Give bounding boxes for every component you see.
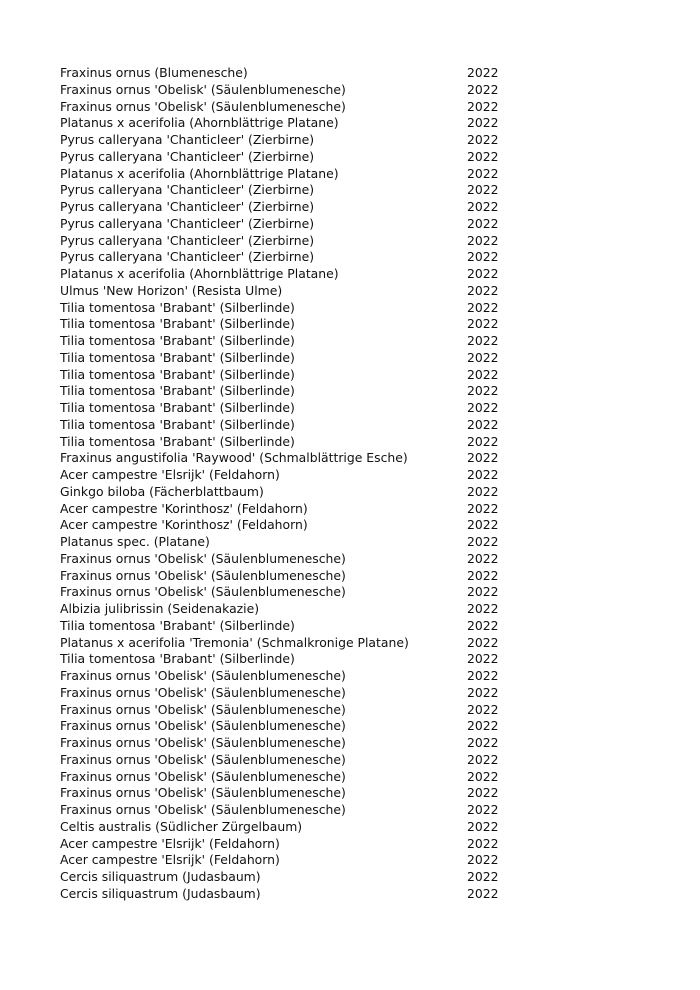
tree-species-cell: Fraxinus ornus 'Obelisk' (Säulenblumenesche) bbox=[60, 701, 346, 717]
planting-year-cell: 2022 bbox=[467, 65, 499, 80]
planting-year-cell: 2022 bbox=[467, 768, 499, 784]
tree-species-cell: Tilia tomentosa 'Brabant' (Silberlinde) bbox=[60, 366, 295, 382]
tree-species-cell: Fraxinus ornus 'Obelisk' (Säulenblumenesche) bbox=[60, 668, 346, 683]
table-row bbox=[60, 651, 500, 668]
table-row bbox=[60, 635, 500, 652]
tree-species-cell: Tilia tomentosa 'Brabant' (Silberlinde) bbox=[60, 433, 295, 449]
planting-year-cell: 2022 bbox=[467, 165, 499, 181]
tree-species-cell: Fraxinus ornus 'Obelisk' (Säulenblumenesche) bbox=[60, 684, 346, 700]
table-row bbox=[60, 132, 500, 149]
tree-species-cell: Acer campestre 'Elsrijk' (Feldahorn) bbox=[60, 852, 280, 868]
tree-species-cell: Pyrus calleryana 'Chanticleer' (Zierbirne) bbox=[60, 148, 315, 164]
tree-species-cell: Pyrus calleryana 'Chanticleer' (Zierbirne) bbox=[60, 215, 315, 231]
table-row bbox=[60, 383, 500, 400]
table-row bbox=[60, 249, 500, 266]
table-row bbox=[60, 82, 500, 99]
tree-species-cell: Fraxinus ornus 'Obelisk' (Säulenblumenesche) bbox=[60, 751, 346, 767]
planting-year-cell: 2022 bbox=[467, 684, 499, 700]
table-row bbox=[60, 99, 500, 116]
table-row bbox=[60, 266, 500, 283]
tree-species-cell: Platanus spec. (Platane) bbox=[60, 534, 210, 549]
tree-species-cell: Fraxinus ornus 'Obelisk' (Säulenblumenesche) bbox=[60, 768, 346, 784]
tree-species-cell: Fraxinus ornus 'Obelisk' (Säulenblumenesche) bbox=[60, 735, 346, 750]
planting-year-cell: 2022 bbox=[467, 634, 499, 650]
planting-year-cell: 2022 bbox=[467, 416, 499, 432]
table-row bbox=[60, 501, 500, 518]
tree-species-cell: Fraxinus ornus 'Obelisk' (Säulenblumenesche) bbox=[60, 718, 346, 734]
table-row bbox=[60, 702, 500, 719]
planting-year-cell: 2022 bbox=[467, 550, 499, 566]
tree-species-cell: Acer campestre 'Korinthosz' (Feldahorn) bbox=[60, 517, 308, 533]
tree-species-cell: Tilia tomentosa 'Brabant' (Silberlinde) bbox=[60, 299, 295, 315]
planting-year-cell: 2022 bbox=[467, 617, 499, 633]
planting-year-cell: 2022 bbox=[467, 333, 499, 348]
table-row bbox=[60, 568, 500, 585]
tree-species-cell: Celtis australis (Südlicher Zürgelbaum) bbox=[60, 818, 303, 834]
tree-species-cell: Fraxinus angustifolia 'Raywood' (Schmalblättrige Esche) bbox=[60, 450, 408, 466]
planting-year-cell: 2022 bbox=[467, 534, 499, 549]
table-row bbox=[60, 802, 500, 819]
planting-year-cell: 2022 bbox=[467, 282, 499, 298]
planting-year-cell: 2022 bbox=[467, 148, 499, 164]
planting-year-cell: 2022 bbox=[467, 400, 499, 415]
table-row bbox=[60, 718, 500, 735]
planting-year-cell: 2022 bbox=[467, 132, 499, 147]
planting-year-cell: 2022 bbox=[467, 467, 499, 482]
table-row bbox=[60, 233, 500, 250]
planting-year-cell: 2022 bbox=[467, 567, 499, 583]
tree-species-cell: Pyrus calleryana 'Chanticleer' (Zierbirne) bbox=[60, 132, 315, 147]
table-row bbox=[60, 350, 500, 367]
planting-year-cell: 2022 bbox=[467, 500, 499, 516]
tree-species-cell: Acer campestre 'Elsrijk' (Feldahorn) bbox=[60, 467, 280, 482]
planting-year-cell: 2022 bbox=[467, 266, 499, 281]
planting-year-cell: 2022 bbox=[467, 584, 499, 600]
tree-species-cell: Tilia tomentosa 'Brabant' (Silberlinde) bbox=[60, 349, 295, 365]
tree-species-cell: Acer campestre 'Korinthosz' (Feldahorn) bbox=[60, 500, 308, 516]
tree-species-cell: Platanus x acerifolia (Ahornblättrige Platane) bbox=[60, 266, 339, 281]
tree-species-cell: Fraxinus ornus 'Obelisk' (Säulenblumenesche) bbox=[60, 785, 346, 801]
planting-year-cell: 2022 bbox=[467, 601, 499, 616]
planting-year-cell: 2022 bbox=[467, 802, 499, 817]
planting-year-cell: 2022 bbox=[467, 299, 499, 315]
table-row bbox=[60, 735, 500, 752]
tree-species-cell: Fraxinus ornus 'Obelisk' (Säulenblumenesche) bbox=[60, 550, 346, 566]
table-row bbox=[60, 685, 500, 702]
table-row bbox=[60, 149, 500, 166]
table-row bbox=[60, 668, 500, 685]
planting-year-cell: 2022 bbox=[467, 483, 499, 499]
planting-year-cell: 2022 bbox=[467, 249, 499, 265]
table-row bbox=[60, 769, 500, 786]
table-row bbox=[60, 316, 500, 333]
table-row bbox=[60, 484, 500, 501]
planting-year-cell: 2022 bbox=[467, 517, 499, 533]
table-row bbox=[60, 869, 500, 886]
tree-species-cell: Cercis siliquastrum (Judasbaum) bbox=[60, 885, 261, 901]
table-row bbox=[60, 551, 500, 568]
planting-year-cell: 2022 bbox=[467, 651, 499, 667]
table-row bbox=[60, 836, 500, 853]
planting-year-cell: 2022 bbox=[467, 215, 499, 231]
table-row bbox=[60, 517, 500, 534]
planting-year-cell: 2022 bbox=[467, 885, 499, 901]
table-row bbox=[60, 852, 500, 869]
tree-species-cell: Fraxinus ornus (Blumenesche) bbox=[60, 65, 248, 80]
planting-year-cell: 2022 bbox=[467, 115, 499, 131]
tree-species-cell: Fraxinus ornus 'Obelisk' (Säulenblumenesche) bbox=[60, 98, 346, 114]
tree-species-cell: Fraxinus ornus 'Obelisk' (Säulenblumenesche) bbox=[60, 567, 346, 583]
planting-year-cell: 2022 bbox=[467, 349, 499, 365]
tree-species-cell: Platanus x acerifolia (Ahornblättrige Platane) bbox=[60, 165, 339, 181]
planting-year-cell: 2022 bbox=[467, 316, 499, 332]
planting-year-cell: 2022 bbox=[467, 701, 499, 717]
table-row bbox=[60, 618, 500, 635]
table-row bbox=[60, 166, 500, 183]
table-row bbox=[60, 182, 500, 199]
tree-species-cell: Acer campestre 'Elsrijk' (Feldahorn) bbox=[60, 835, 280, 851]
tree-planting-table bbox=[60, 65, 500, 903]
tree-species-cell: Fraxinus ornus 'Obelisk' (Säulenblumenesche) bbox=[60, 81, 346, 97]
planting-year-cell: 2022 bbox=[467, 668, 499, 683]
table-row bbox=[60, 450, 500, 467]
tree-species-cell: Platanus x acerifolia 'Tremonia' (Schmalkronige Platane) bbox=[60, 634, 409, 650]
tree-species-cell: Pyrus calleryana 'Chanticleer' (Zierbirne) bbox=[60, 232, 315, 248]
tree-species-cell: Fraxinus ornus 'Obelisk' (Säulenblumenesche) bbox=[60, 584, 346, 600]
tree-species-cell: Fraxinus ornus 'Obelisk' (Säulenblumenesche) bbox=[60, 802, 346, 817]
planting-year-cell: 2022 bbox=[467, 450, 499, 466]
tree-species-cell: Tilia tomentosa 'Brabant' (Silberlinde) bbox=[60, 333, 295, 348]
table-row bbox=[60, 785, 500, 802]
planting-year-cell: 2022 bbox=[467, 735, 499, 750]
planting-year-cell: 2022 bbox=[467, 182, 499, 198]
tree-species-cell: Tilia tomentosa 'Brabant' (Silberlinde) bbox=[60, 651, 295, 667]
table-row bbox=[60, 601, 500, 618]
table-row bbox=[60, 534, 500, 551]
tree-species-cell: Albizia julibrissin (Seidenakazie) bbox=[60, 601, 260, 616]
table-row bbox=[60, 467, 500, 484]
table-row bbox=[60, 367, 500, 384]
tree-species-cell: Pyrus calleryana 'Chanticleer' (Zierbirne) bbox=[60, 199, 315, 214]
tree-species-cell: Platanus x acerifolia (Ahornblättrige Platane) bbox=[60, 115, 339, 131]
table-row bbox=[60, 584, 500, 601]
table-row bbox=[60, 199, 500, 216]
planting-year-cell: 2022 bbox=[467, 433, 499, 449]
planting-year-cell: 2022 bbox=[467, 98, 499, 114]
table-row bbox=[60, 819, 500, 836]
planting-year-cell: 2022 bbox=[467, 81, 499, 97]
planting-year-cell: 2022 bbox=[467, 869, 499, 884]
tree-species-cell: Tilia tomentosa 'Brabant' (Silberlinde) bbox=[60, 383, 295, 399]
planting-year-cell: 2022 bbox=[467, 718, 499, 734]
table-row bbox=[60, 417, 500, 434]
planting-year-cell: 2022 bbox=[467, 818, 499, 834]
planting-year-cell: 2022 bbox=[467, 852, 499, 868]
tree-species-cell: Ginkgo biloba (Fächerblattbaum) bbox=[60, 483, 264, 499]
table-row bbox=[60, 434, 500, 451]
planting-year-cell: 2022 bbox=[467, 383, 499, 399]
planting-year-cell: 2022 bbox=[467, 835, 499, 851]
tree-species-cell: Tilia tomentosa 'Brabant' (Silberlinde) bbox=[60, 316, 295, 332]
planting-year-cell: 2022 bbox=[467, 232, 499, 248]
table-row bbox=[60, 216, 500, 233]
table-row bbox=[60, 400, 500, 417]
tree-species-cell: Tilia tomentosa 'Brabant' (Silberlinde) bbox=[60, 617, 295, 633]
planting-year-cell: 2022 bbox=[467, 199, 499, 214]
tree-species-cell: Ulmus 'New Horizon' (Resista Ulme) bbox=[60, 282, 283, 298]
table-row bbox=[60, 300, 500, 317]
planting-year-cell: 2022 bbox=[467, 366, 499, 382]
planting-year-cell: 2022 bbox=[467, 751, 499, 767]
tree-species-cell: Tilia tomentosa 'Brabant' (Silberlinde) bbox=[60, 416, 295, 432]
planting-year-cell: 2022 bbox=[467, 785, 499, 801]
table-row bbox=[60, 333, 500, 350]
tree-species-cell: Tilia tomentosa 'Brabant' (Silberlinde) bbox=[60, 400, 295, 415]
table-row bbox=[60, 283, 500, 300]
table-row bbox=[60, 752, 500, 769]
tree-species-cell: Cercis siliquastrum (Judasbaum) bbox=[60, 869, 261, 884]
tree-species-cell: Pyrus calleryana 'Chanticleer' (Zierbirne) bbox=[60, 182, 315, 198]
tree-species-cell: Pyrus calleryana 'Chanticleer' (Zierbirne) bbox=[60, 249, 315, 265]
table-row bbox=[60, 115, 500, 132]
table-row bbox=[60, 65, 500, 82]
table-row bbox=[60, 886, 500, 903]
